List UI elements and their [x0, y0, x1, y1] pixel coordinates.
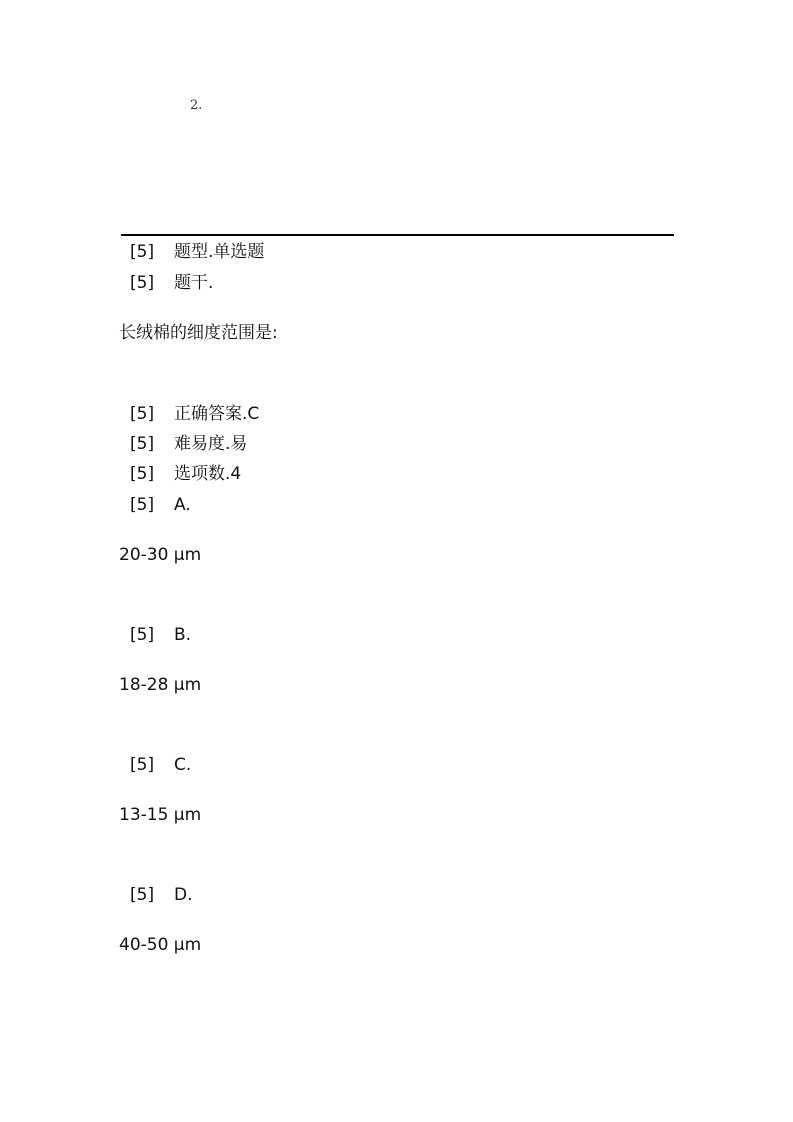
- option-b-header: [130, 624, 191, 646]
- question-type-line: [130, 241, 264, 263]
- difficulty-tag: [5]: [130, 434, 155, 454]
- question-type-text: 题型.单选题: [174, 242, 265, 262]
- option-a-label: A.: [174, 495, 191, 515]
- question-type-tag: [5]: [130, 242, 155, 262]
- option-count-tag: [5]: [130, 464, 155, 484]
- option-d-header: [130, 884, 193, 906]
- option-b-tag: [5]: [130, 625, 155, 645]
- option-a-header: [130, 494, 191, 516]
- header-rule: [121, 234, 674, 236]
- correct-answer-text: 正确答案.C: [174, 404, 260, 424]
- question-stem-body: 长绒棉的细度范围是:: [119, 323, 278, 343]
- option-d-label: D.: [174, 885, 193, 905]
- option-count-line: [130, 463, 241, 485]
- question-stem-line: [130, 272, 213, 294]
- question-stem-label: 题干.: [174, 273, 214, 293]
- difficulty-text: 难易度.易: [174, 434, 248, 454]
- option-c-label: C.: [174, 755, 192, 775]
- difficulty-line: [130, 433, 247, 455]
- option-c-header: [130, 754, 191, 776]
- option-d-text: 40-50 μm: [119, 935, 202, 955]
- option-d-tag: [5]: [130, 885, 155, 905]
- option-count-text: 选项数.4: [174, 464, 242, 484]
- question-stem-tag: [5]: [130, 273, 155, 293]
- option-c-tag: [5]: [130, 755, 155, 775]
- option-b-text: 18-28 μm: [119, 675, 202, 695]
- option-a-tag: [5]: [130, 495, 155, 515]
- correct-answer-line: [130, 403, 259, 425]
- correct-answer-tag: [5]: [130, 404, 155, 424]
- option-a-text: 20-30 μm: [119, 545, 202, 565]
- option-b-label: B.: [174, 625, 192, 645]
- option-c-text: 13-15 μm: [119, 805, 202, 825]
- page-number: 2.: [190, 98, 203, 113]
